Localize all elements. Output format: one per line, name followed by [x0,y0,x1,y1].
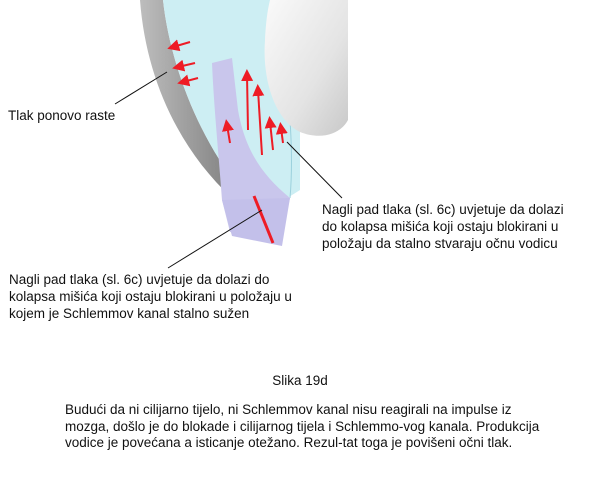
label-pressure-rises: Tlak ponovo raste [8,108,116,123]
figure-caption: Budući da ni cilijarno tijelo, ni Schlemmov kanal nisu reagirali na impulse iz mozga, došlo je do blokade i cilijarnog tijela i Schlemmo-vog kanala. Produkcija vodice je povećana a isticanje otežano. Rezul-tat toga je povišeni očni tlak. [65,402,540,450]
ciliary-base [222,198,290,246]
label-aqueous-production: Nagli pad tlaka (sl. 6c) uvjetuje da dolazi do kolapsa mišića koji ostaju blokirani u položaju da stalno stvaraju očnu vodicu [322,202,564,251]
figure-title: Slika 19d [272,373,328,388]
label-schlemm-canal: Nagli pad tlaka (sl. 6c) uvjetuje da dolazi do kolapsa mišića koji ostaju blokirani u položaju u kojem je Schlemmov kanal stalno sužen [9,272,292,321]
